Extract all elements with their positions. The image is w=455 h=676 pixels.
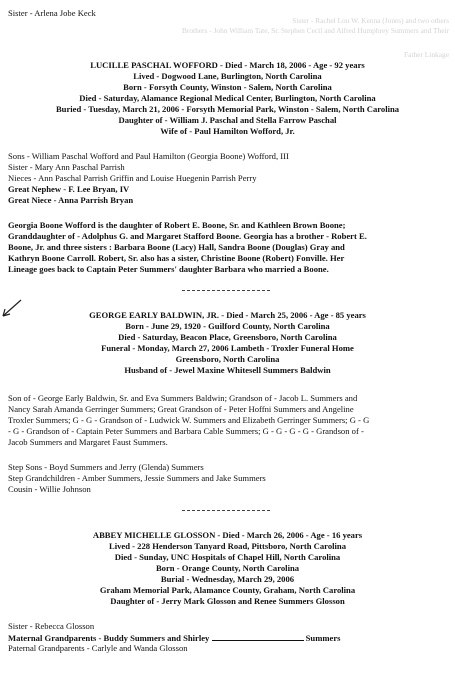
bleed-through-text: Sister - Rachel Lou W. Kenna (Jones) and two others [292, 16, 449, 25]
obituary-title: ABBEY MICHELLE GLOSSON - Died - March 26, 2006 - Age - 16 years [92, 530, 363, 540]
obituary-line: Lived - 228 Henderson Tanyard Road, Pittsboro, North Carolina [109, 541, 346, 551]
obituary-title: GEORGE EARLY BALDWIN, JR. - Died - March 25, 2006 - Age - 85 years [89, 310, 366, 320]
bleed-through-text: Father Linkage [404, 50, 449, 59]
obituary-line: Died - Saturday, Alamance Regional Medical Center, Burlington, North Carolina [79, 93, 376, 103]
section-divider [182, 290, 270, 291]
obituary-line: Born - Forsyth County, Winston - Salem, North Carolina [123, 82, 332, 92]
obituary-line: Lived - Dogwood Lane, Burlington, North Carolina [133, 71, 322, 81]
obituary-line: Born - June 29, 1920 - Guilford County, North Carolina [125, 321, 330, 331]
family-line: Great Niece - Anna Parrish Bryan [8, 195, 134, 205]
obituary-line: Born - Orange County, North Carolina [155, 563, 300, 573]
family-line: Nancy Sarah Amanda Gerringer Summers; Great Grandson of - Peter Hoffni Summers and Angeline [8, 404, 354, 414]
obituary-title: LUCILLE PASCHAL WOFFORD - Died - March 18, 2006 - Age - 92 years [90, 60, 365, 70]
obituary-line: Daughter of - Jerry Mark Glosson and Renee Summers Glosson [110, 596, 345, 606]
obituary-line: Graham Memorial Park, Alamance County, Graham, North Carolina [99, 585, 356, 595]
maternal-grandparents-text: Maternal Grandparents - Buddy Summers and Shirley [8, 633, 210, 643]
family-line: Troxler Summers; G - G - Grandson of - Ludwick W. Summers and Elizabeth Gerringer Summers; G - G [8, 415, 370, 425]
family-line: Step Grandchildren - Amber Summers, Jessie Summers and Jake Summers [8, 473, 266, 483]
obituary-line: Greensboro, North Carolina [175, 354, 280, 364]
family-line: Nieces - Ann Paschal Parrish Griffin and Louise Huegenin Parrish Perry [8, 173, 257, 183]
lineage-note: Lineage goes back to Captain Peter Summers' daughter Barbara who married a Boone. [8, 264, 329, 274]
lineage-note: Granddaughter of - Adolphus G. and Margaret Stafford Boone. Georgia has a brother - Robert E. [8, 231, 367, 241]
obituary-line: Died - Sunday, UNC Hospitals of Chapel Hill, North Carolina [114, 552, 341, 562]
obituary-line: Wife of - Paul Hamilton Wofford, Jr. [160, 126, 295, 136]
section-divider [182, 510, 270, 511]
obituary-line: Died - Saturday, Beacon Place, Greensboro, North Carolina [118, 332, 337, 342]
family-line: Sons - William Paschal Wofford and Paul Hamilton (Georgia Boone) Wofford, III [8, 151, 289, 161]
family-line: Paternal Grandparents - Carlyle and Wanda Glosson [8, 643, 188, 653]
family-line: Step Sons - Boyd Summers and Jerry (Glenda) Summers [8, 462, 204, 472]
lineage-note: Georgia Boone Wofford is the daughter of Robert E. Boone, Sr. and Kathleen Brown Boone; [8, 220, 346, 230]
family-line: Great Nephew - F. Lee Bryan, IV [8, 184, 130, 194]
obituary-line: Burial - Wednesday, March 29, 2006 [160, 574, 295, 584]
family-line: Jacob Summers and Margaret Faust Summers. [8, 437, 168, 447]
lineage-note: Kathryn Boone Carroll. Robert, Sr. also has a sister, Christine Boone (Robert) Fonville. Her [8, 253, 345, 263]
previous-entry-sister: Sister - Arlena Jobe Keck [8, 8, 96, 18]
lineage-note: Boone, Jr. and three sisters : Barbara Boone (Lacy) Hall, Sandra Boone (Douglas) Gray and [8, 242, 345, 252]
obituary-line: Buried - Tuesday, March 21, 2006 - Forsyth Memorial Park, Winston - Salem, North Carolina [55, 104, 400, 114]
family-line: Sister - Rebecca Glosson [8, 621, 95, 631]
family-line: Sister - Mary Ann Paschal Parrish [8, 162, 125, 172]
blank-fill-line [212, 632, 304, 641]
obituary-line: Husband of - Jewel Maxine Whitesell Summers Baldwin [124, 365, 331, 375]
obituary-line: Daughter of - William J. Paschal and Stella Farrow Paschal [118, 115, 337, 125]
obituary-line: Funeral - Monday, March 27, 2006 Lambeth - Troxler Funeral Home [101, 343, 354, 353]
maternal-grandparents-surname: Summers [305, 633, 341, 643]
family-line: Son of - George Early Baldwin, Sr. and Eva Summers Baldwin; Grandson of - Jacob L. Summers and [8, 393, 358, 403]
family-line: - G - Grandson of - Captain Peter Summers and Barbara Cable Summers; G - G - G - G - Grandson of - [8, 426, 364, 436]
family-line: Cousin - Willie Johnson [8, 484, 91, 494]
bleed-through-text: Brothers - John William Tate, Sr. Stephen Cecil and Alfred Humphrey Summers and Their [181, 26, 449, 35]
